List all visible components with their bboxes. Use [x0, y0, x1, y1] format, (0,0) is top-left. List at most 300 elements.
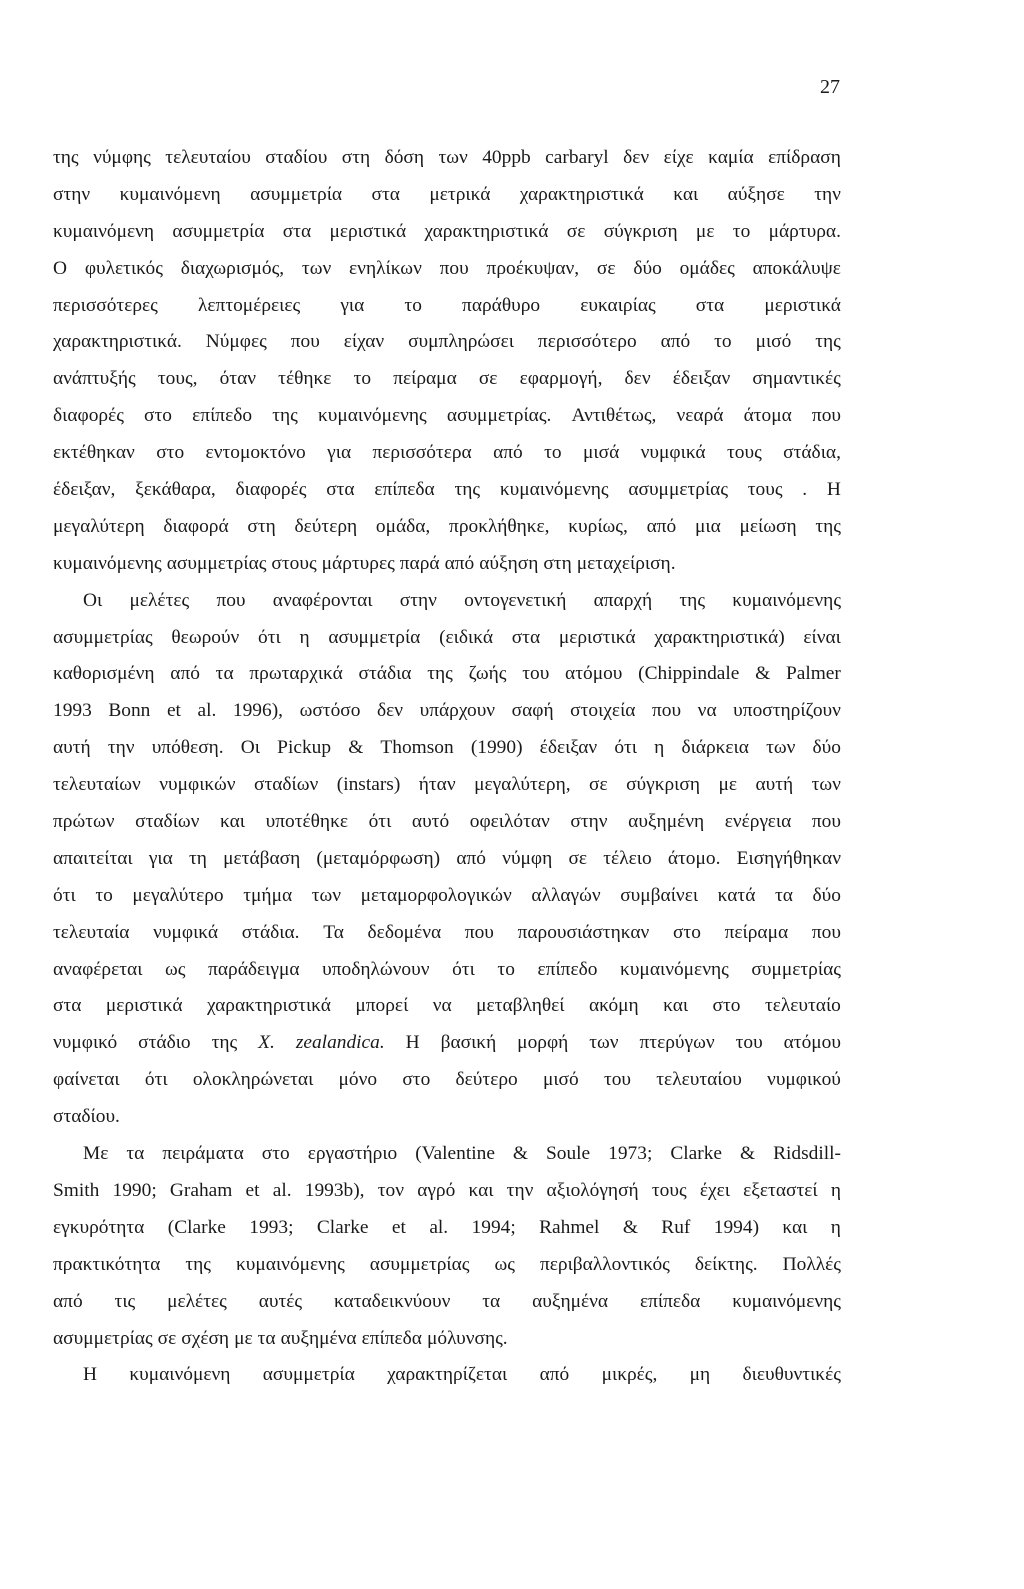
word: πρωταρχικά: [249, 663, 343, 685]
word: το: [95, 884, 113, 906]
word: Clarke: [670, 1143, 722, 1165]
word: Rahmel: [539, 1216, 600, 1238]
word: Νύμφες: [205, 331, 267, 353]
word: η: [654, 737, 665, 759]
word: υπόθεση.: [151, 737, 224, 759]
word: πείραμα: [724, 921, 789, 943]
text-line: [53, 1136, 841, 1173]
word: που: [439, 257, 469, 279]
word: μεριστικά: [558, 626, 636, 648]
word: συμμετρίας: [751, 958, 841, 980]
word: αποκάλυψε: [752, 257, 841, 279]
word: νυμφικών: [159, 774, 236, 796]
word: πρακτικότητα: [53, 1253, 161, 1275]
word: Με: [83, 1143, 109, 1165]
word: ασυμμετρία: [250, 183, 343, 205]
word: της: [815, 515, 841, 537]
word: δόση: [384, 147, 425, 168]
word: νυμφικά: [153, 921, 219, 943]
word: και: [673, 183, 699, 205]
word: et: [166, 700, 181, 722]
word: μικρές,: [601, 1364, 658, 1386]
word: ασυμμετρία: [172, 220, 265, 242]
word: al.: [429, 1216, 449, 1238]
word: μεγαλύτερη,: [474, 774, 571, 796]
word: δεύτερη: [294, 515, 358, 537]
text-line: [53, 324, 841, 361]
word: κυμαινόμενης: [317, 405, 427, 427]
word: 1994;: [471, 1216, 516, 1238]
word: τα: [774, 884, 793, 906]
word: για: [327, 442, 352, 464]
word: την: [814, 183, 841, 205]
word: ήταν: [418, 774, 456, 796]
word: ως: [165, 958, 186, 980]
word: δεν: [624, 368, 651, 390]
word: απαιτείται: [53, 847, 133, 869]
text-line: [53, 1062, 841, 1099]
word: ότι: [144, 1069, 168, 1091]
word: Smith: [53, 1179, 100, 1201]
word: των: [311, 884, 342, 906]
word: τελευταίων: [53, 774, 141, 796]
word: λεπτομέρειες: [197, 294, 301, 316]
word: χαρακτηρίζεται: [387, 1364, 508, 1386]
word: η: [299, 626, 310, 648]
word: μελέτες: [167, 1290, 227, 1312]
word: .: [802, 479, 808, 501]
word: που: [216, 589, 246, 611]
word: με: [234, 1327, 253, 1349]
word: τελευταίου: [165, 147, 251, 168]
text-line: [53, 288, 841, 325]
word: τους,: [157, 368, 198, 390]
word: κυμαινόμενη: [53, 220, 155, 242]
word: στα: [695, 294, 725, 316]
word: στα: [282, 220, 312, 242]
word: μεριστικά: [329, 220, 407, 242]
text-line: [53, 841, 841, 878]
word: (Clarke: [167, 1216, 226, 1238]
word: των: [301, 257, 332, 279]
word: ως: [494, 1253, 515, 1275]
word: αγρό: [417, 1179, 456, 1201]
word: από: [646, 515, 677, 537]
word: μόνο: [338, 1069, 378, 1091]
text-line: [53, 1321, 841, 1358]
word: δύο: [812, 737, 841, 759]
text-line: [53, 915, 841, 952]
word: το: [497, 958, 515, 980]
word: Thomson: [380, 737, 454, 759]
word: δεν: [376, 700, 404, 722]
word: &: [512, 1143, 529, 1165]
word: για: [148, 847, 173, 869]
word: της: [427, 663, 453, 685]
word: το: [404, 294, 422, 316]
word: τελευταίου: [656, 1069, 742, 1091]
word: να: [697, 700, 717, 722]
word: πτερύγων: [639, 1032, 715, 1054]
word: καθορισμένη: [53, 663, 155, 685]
word: μπορεί: [355, 995, 409, 1017]
word: Graham: [169, 1179, 233, 1201]
word: στα: [53, 995, 82, 1017]
word: των: [811, 774, 841, 796]
word: μετρικά: [429, 183, 491, 205]
text-line: [53, 1173, 841, 1210]
word: από: [170, 663, 200, 685]
word: αυξημένα: [280, 1327, 357, 1349]
word: στο: [144, 405, 172, 427]
word: του: [522, 663, 550, 685]
word: κυμαινόμενης: [620, 958, 729, 980]
word: εκτέθηκαν: [53, 442, 135, 464]
word: περισσότερες: [53, 294, 158, 316]
word: Εισηγήθηκαν: [736, 847, 841, 869]
word: άτομα: [743, 405, 792, 427]
word: που: [811, 405, 841, 427]
word: Η: [405, 1032, 420, 1054]
word: στο: [156, 442, 185, 464]
word: 1996),: [232, 700, 283, 722]
word: Palmer: [785, 663, 841, 685]
word: όταν: [219, 368, 257, 390]
word: η: [830, 1216, 841, 1238]
word: μορφή: [517, 1032, 569, 1054]
word: υποτέθηκε: [265, 811, 348, 833]
text-line: [53, 1284, 841, 1321]
word: από: [493, 442, 523, 464]
word: τη: [188, 847, 207, 869]
word: δεδομένα: [367, 921, 442, 943]
word: χαρακτηριστικά.: [53, 331, 182, 353]
word: συμπληρώσει: [408, 331, 514, 353]
word: κυμαινόμενη: [129, 1364, 231, 1386]
word: της: [815, 331, 841, 353]
text-line: [53, 804, 841, 841]
word: του: [603, 1069, 632, 1091]
word: σύγκριση: [626, 774, 700, 796]
word: τελευταίο: [764, 995, 841, 1017]
text-line: [53, 656, 841, 693]
word: ακόμη: [588, 995, 639, 1017]
word: της: [211, 1032, 238, 1054]
word: μη: [689, 1364, 711, 1386]
word: μόλυνσης.: [426, 1327, 508, 1349]
word: και: [220, 811, 246, 833]
word: στα: [326, 479, 355, 501]
word: χαρακτηριστικά: [519, 183, 644, 205]
text-line: [53, 1025, 841, 1062]
text-line: [53, 214, 841, 251]
text-line: [53, 693, 841, 730]
word: μεγαλύτερο: [132, 884, 224, 906]
word: &: [739, 1143, 756, 1165]
word: σταδίου.: [53, 1106, 120, 1128]
word: στάδια.: [241, 921, 300, 943]
word: (μεταμόρφωση): [316, 847, 441, 869]
word: που: [811, 921, 841, 943]
word: μεριστικά: [105, 995, 183, 1017]
word: αυτή: [53, 737, 91, 759]
word: διάρκεια: [681, 737, 749, 759]
word: μάρτυρα.: [768, 220, 841, 242]
word: προκλήθηκε,: [449, 515, 550, 537]
word: zealandica.: [295, 1032, 385, 1054]
word: (instars): [336, 774, 401, 796]
word: τα: [482, 1290, 501, 1312]
word: αυτή: [755, 774, 794, 796]
word: μισά: [583, 442, 620, 464]
word: τους: [726, 442, 762, 464]
page-number: 27: [820, 76, 840, 98]
word: ολοκληρώνεται: [192, 1069, 314, 1091]
word: κυρίως,: [568, 515, 628, 537]
word: χαρακτηριστικά): [654, 626, 785, 648]
word: παρουσιάστηκαν: [517, 921, 650, 943]
word: στην: [570, 811, 608, 833]
word: τέθηκε: [278, 368, 332, 390]
word: για: [340, 294, 365, 316]
word: μισό: [755, 331, 792, 353]
word: &: [755, 663, 771, 685]
text-line: [53, 546, 841, 583]
word: μετάβαση: [223, 847, 301, 869]
word: ωστόσο: [299, 700, 361, 722]
word: κυμαινόμενης: [53, 552, 162, 574]
word: ζωής: [468, 663, 507, 685]
word: ασυμμετρίας: [369, 1253, 470, 1275]
word: ομάδες: [679, 257, 735, 279]
word: μεριστικά: [764, 294, 841, 316]
word: η: [830, 1179, 841, 1201]
word: al.: [272, 1179, 292, 1201]
word: είχε: [663, 147, 694, 168]
word: σε: [566, 220, 586, 242]
word: σταδίων: [135, 811, 200, 833]
text-line: [53, 251, 841, 288]
word: που: [464, 921, 494, 943]
word: σε: [157, 1327, 177, 1349]
word: αναφέρεται: [53, 958, 143, 980]
word: χαρακτηριστικά: [424, 220, 549, 242]
word: επίπεδο: [537, 958, 598, 980]
text-line: [53, 1210, 841, 1247]
word: 1994): [713, 1216, 760, 1238]
word: στο: [712, 995, 741, 1017]
word: στα: [371, 183, 400, 205]
text-line: [53, 730, 841, 767]
word: μεγαλύτερη: [53, 515, 145, 537]
word: επίπεδα: [374, 479, 435, 501]
word: ασυμμετρίας.: [446, 405, 552, 427]
word: Οι: [240, 737, 261, 759]
word: et: [245, 1179, 260, 1201]
word: al.: [197, 700, 217, 722]
word: εργαστήριο: [307, 1143, 398, 1165]
word: κυμαινόμενης: [236, 1253, 345, 1275]
word: ότι: [368, 811, 392, 833]
word: το: [732, 220, 751, 242]
word: δύο: [633, 257, 662, 279]
word: Soule: [546, 1143, 591, 1165]
word: που: [290, 331, 320, 353]
word: ότι: [53, 884, 76, 906]
word: 40ppb: [482, 147, 531, 168]
word: διευθυντικές: [742, 1364, 841, 1386]
word: που: [652, 700, 682, 722]
word: τους: [747, 479, 783, 501]
word: οντογενετική: [464, 589, 567, 611]
word: Ridsdill-: [773, 1143, 841, 1165]
word: και: [468, 1179, 494, 1201]
word: των: [589, 1032, 619, 1054]
word: περισσότερο: [537, 331, 637, 353]
word: της: [454, 479, 481, 501]
word: ότι: [614, 737, 638, 759]
word: στο: [261, 1143, 290, 1165]
word: είχαν: [343, 331, 385, 353]
word: το: [544, 442, 562, 464]
text-line: [53, 398, 841, 435]
word: κυμαινόμενης: [732, 1290, 841, 1312]
word: διαφορές: [235, 479, 307, 501]
word: περισσότερα: [372, 442, 472, 464]
word: σαφή: [511, 700, 554, 722]
word: στους: [271, 552, 317, 574]
word: ασυμμετρία: [328, 626, 421, 648]
word: στο: [402, 1069, 431, 1091]
word: διαφορές: [53, 405, 124, 427]
word: ατόμου: [783, 1032, 841, 1054]
word: Αντιθέτως,: [571, 405, 657, 427]
text-line: [53, 509, 841, 546]
word: ενέργεια: [724, 811, 792, 833]
word: μεταμορφολογικών: [360, 884, 512, 906]
word: τα: [126, 1143, 145, 1165]
text-line: [53, 435, 841, 472]
word: φαίνεται: [53, 1069, 120, 1091]
word: με: [695, 220, 715, 242]
word: 1973;: [608, 1143, 653, 1165]
word: σύγκριση: [603, 220, 678, 242]
word: νεαρά: [676, 405, 724, 427]
word: αλλαγών: [531, 884, 601, 906]
word: Οι: [83, 589, 103, 611]
word: σε: [478, 368, 498, 390]
word: &: [348, 737, 364, 759]
word: δύο: [812, 884, 841, 906]
word: πρώτων: [53, 811, 115, 833]
word: των: [766, 737, 796, 759]
text-line: [53, 583, 841, 620]
word: ότι: [258, 626, 281, 648]
word: υποστηρίζουν: [733, 700, 841, 722]
word: οφειλόταν: [469, 811, 550, 833]
word: δεύτερο: [455, 1069, 518, 1091]
word: των: [438, 147, 468, 168]
word: X.: [258, 1032, 275, 1054]
word: 1990;: [112, 1179, 157, 1201]
word: αξιολόγησή: [546, 1179, 639, 1201]
word: βασική: [440, 1032, 497, 1054]
word: κυμαινόμενη: [119, 183, 221, 205]
word: άτομο.: [667, 847, 721, 869]
word: από: [660, 331, 691, 353]
text-line: [53, 952, 841, 989]
word: έδειξαν: [672, 368, 731, 390]
word: στο: [672, 921, 701, 943]
word: τέλειο: [603, 847, 652, 869]
word: τα: [215, 663, 234, 685]
text-line: [53, 878, 841, 915]
word: υποδηλώνουν: [322, 958, 430, 980]
word: σημαντικές: [752, 368, 841, 390]
word: κυμαινόμενης: [499, 479, 609, 501]
word: είναι: [803, 626, 841, 648]
word: αυξημένη: [628, 811, 705, 833]
word: συμβαίνει: [620, 884, 699, 906]
word: στοιχεία: [570, 700, 636, 722]
word: τμήμα: [243, 884, 293, 906]
word: Clarke: [316, 1216, 369, 1238]
word: ότι: [452, 958, 475, 980]
word: εξεταστεί: [743, 1179, 818, 1201]
word: παράθυρο: [462, 294, 541, 316]
word: αύξησε: [727, 183, 785, 205]
word: σε: [596, 257, 616, 279]
word: μελέτες: [129, 589, 190, 611]
word: ομάδα,: [375, 515, 431, 537]
word: χαρακτηριστικά: [206, 995, 331, 1017]
word: νύμφης: [93, 147, 151, 168]
word: Τα: [323, 921, 344, 943]
word: μάρτυρες: [321, 552, 395, 574]
text-line: [53, 177, 841, 214]
text-line: [53, 472, 841, 509]
word: (Valentine: [415, 1143, 495, 1165]
word: Ruf: [661, 1216, 691, 1238]
word: Bonn: [108, 700, 151, 722]
word: από: [53, 1290, 83, 1312]
word: σε: [589, 774, 608, 796]
word: 1993b),: [304, 1179, 365, 1201]
word: Πολλές: [782, 1253, 841, 1275]
word: της: [53, 147, 79, 168]
word: από: [444, 552, 475, 574]
text-line: [53, 1357, 841, 1394]
word: σε: [568, 847, 588, 869]
word: τις: [114, 1290, 136, 1312]
word: της: [679, 589, 706, 611]
word: Η: [826, 479, 841, 501]
word: σχέση: [181, 1327, 230, 1349]
word: νυμφικού: [767, 1069, 841, 1091]
word: πειράματα: [162, 1143, 244, 1165]
word: παρά: [399, 552, 440, 574]
word: ασυμμετρίας: [53, 626, 153, 648]
word: διαφορά: [163, 515, 229, 537]
word: νύμφη: [502, 847, 553, 869]
word: με: [718, 774, 737, 796]
word: νυμφικά: [640, 442, 706, 464]
word: στάδια: [358, 663, 412, 685]
word: που: [811, 811, 841, 833]
word: παράδειγμα: [208, 958, 300, 980]
text-line: [53, 767, 841, 804]
word: αυτές: [258, 1290, 303, 1312]
